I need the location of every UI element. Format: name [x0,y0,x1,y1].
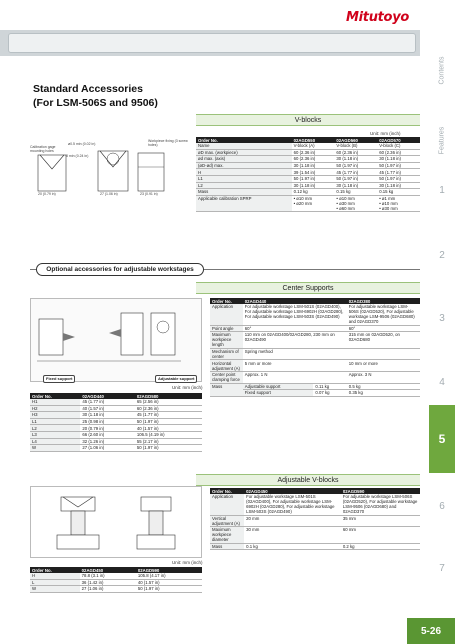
row-label: Vertical adjustment (A) [210,515,244,527]
center-dim-row [30,445,202,452]
cell: 30 (1.18 in) [292,182,335,189]
cell: 50 (1.97 in) [377,175,420,182]
cell: Approx. 1 N [243,371,347,383]
dim-label-1: 8 min (0.24 in) [66,154,89,158]
tab-contents[interactable]: Contents [438,55,446,85]
tab-7[interactable]: 7 [439,562,445,574]
vblocks-row [196,189,420,196]
cell: 0.35 kg [347,390,420,397]
adjustable-mass-row [210,543,420,550]
cell: 50 (1.97 in) [136,586,202,593]
cell: 60° [347,325,420,332]
cell: 0.5 kg [347,383,420,390]
adjustable-dim-row [30,586,202,593]
cell: 20 (0.79 in) [80,425,134,432]
adjustable-dim-table [30,567,202,593]
cell: 50 (1.97 in) [135,445,202,452]
page-number: 5-26 [407,618,455,644]
page-title-line2: (For LSM-506S and 9506) [33,97,158,109]
cell: 55 (2.17 in) [135,438,202,445]
cell: 60 (2.36 in) [292,156,335,163]
cell: 45 (1.77 in) [334,169,377,176]
center-dim-row [30,431,202,438]
cell: For adjustable workstage LSM-506S (02AGD520), For adjustable workstage LSM-9506 (02AGD680) and 02AGD370 [347,304,420,325]
tab-1[interactable]: 1 [439,184,445,196]
adjustable-vblocks-heading: Adjustable V-blocks [196,474,420,486]
cell: 5 mm or more [243,360,347,372]
tab-features[interactable]: Features [438,126,446,154]
center-dim-row [30,425,202,432]
row-label: L2 [196,182,292,189]
center-mechanism-row [210,348,420,360]
vblocks-row [196,149,420,156]
header-cell: 02AGD580 [135,393,202,399]
tab-5-active[interactable]: 5 [429,405,455,473]
cell: 10 mm or more [347,360,420,372]
center-supports-unit: Unit: mm (inch) [172,385,203,390]
center-spec-table [210,298,420,397]
cell: 27 (1.06 in) [80,445,134,452]
adjustable-dim-row [30,579,202,586]
phi-label: ø0.5 min (0.02 in) [68,142,96,146]
header-cell: 02AGD380 [347,298,420,304]
row-label: L [30,579,80,586]
tab-6[interactable]: 6 [439,500,445,512]
header-cell: 02AGD550 [292,137,335,143]
cell: 0.15 kg [377,189,420,196]
vblocks-table [196,137,420,212]
row-label: Application [210,494,244,515]
cell: 30 (1.18 in) [377,182,420,189]
cell: 315 mm on 02AGD520, on 02AGD680 [347,332,420,349]
cell: 0.1 kg [244,543,341,550]
cell: For adjustable workstage LSM-501S (02AGD400), For adjustable workstage LSM-6902H (02AGD280), For adjustable workstage LSM-503S (02AGD490) [244,494,341,515]
cell: 50 (1.97 in) [377,162,420,169]
row-label: L1 [30,418,80,425]
center-point-angle-row [210,325,420,332]
cell: 50 (1.97 in) [292,175,335,182]
row-label: ød max. (axis) [196,156,292,163]
center-dim-row [30,418,202,425]
row-label: Point angle [210,325,243,332]
header-cell: Order No. [30,393,80,399]
adjustable-spec-table [210,488,420,550]
calibration-gage-label: Calibration gage mounting holes [30,145,56,153]
row-label: H1 [30,399,80,405]
cell: 20 mm [244,515,341,527]
adjustable-dim-body [30,573,202,592]
cell: 30 mm [244,527,341,544]
page-title-line1: Standard Accessories [33,83,143,95]
vblocks-row [196,175,420,182]
cell: 105.8 (4.17 in) [136,573,202,579]
cell: 0.11 kg [313,383,346,390]
cell: 60 (2.36 in) [135,405,202,412]
vblocks-diagram [30,137,192,199]
cell: 35 mm [341,515,420,527]
row-label: H [196,169,292,176]
center-mass-adjustable-row [210,383,420,390]
row-label: Maximum workpiece diameter [210,527,244,544]
tab-4[interactable]: 4 [439,376,445,388]
row-label: W [30,445,80,452]
cell: 66 (2.60 in) [80,431,134,438]
row-label: Center point clamping force [210,371,243,383]
adjustable-vblocks-diagram [30,486,202,558]
cell: For adjustable workstage LSM-506S (02AGD520), For adjustable workstage LSM-9506 (02AGD680) and 02AGD370 [341,494,420,515]
cell: 39 (1.54 in) [292,169,335,176]
center-dim-row [30,412,202,419]
center-supports-heading: Center Supports [196,282,420,294]
cell: 40 (1.57 in) [135,425,202,432]
cell: 30 (1.18 in) [334,156,377,163]
fixed-support-label: Fixed support [43,375,75,383]
center-align-row [210,371,420,383]
cell: 40 (1.57 in) [136,579,202,586]
cell: 45 (1.77 in) [377,169,420,176]
cell: 60 (2.36 in) [334,149,377,156]
cell: 30 (1.18 in) [334,182,377,189]
row-label: L1 [196,175,292,182]
vblocks-heading: V-blocks [196,114,420,126]
cell: 0.07 kg [313,390,346,397]
header-cell: 02AGD450 [80,567,136,573]
header-cell: Order No. [210,488,244,494]
vblocks-body [196,143,420,212]
header-band-inner [8,33,416,53]
row-label: Mass [196,189,292,196]
center-dim-row [30,405,202,412]
cell: 30 (1.18 in) [292,162,335,169]
dim-label-4: 23 (0.91 in) [140,192,158,196]
cell: 0.12 kg [292,189,335,196]
cell: • ø10 mm • ø30 mm • ø60 mm [334,195,377,212]
cell: 30 (1.18 in) [80,412,134,419]
row-label: (øD-ød) max. [196,162,292,169]
cell: 65 (2.56 in) [135,399,202,405]
tab-3[interactable]: 3 [439,312,445,324]
cell: Approx. 3 N [347,371,420,383]
center-support-drawing [31,299,203,383]
vblocks-row [196,169,420,176]
row-label: L2 [30,425,80,432]
cell: 60 mm [341,527,420,544]
row-label: H [30,573,80,579]
center-dim-table [30,393,202,452]
adjustable-maxdia-row [210,527,420,544]
cell: 60° [243,325,347,332]
cell: 0.2 kg [341,543,420,550]
cell: V-block (A) [292,143,335,149]
header-cell: 02AGD560 [334,137,377,143]
center-dim-row [30,438,202,445]
header-cell: Order No. [210,298,243,304]
cell: 50 (1.97 in) [334,162,377,169]
optional-heading: Optional accessories for adjustable workstages [36,263,204,276]
adjustable-vblock-drawing [31,487,203,559]
header-cell: 02AGD570 [377,137,420,143]
cell: • ø10 mm • ø20 mm [292,195,335,212]
vblocks-row [196,182,420,189]
cell: 78.8 (3.1 in) [80,573,136,579]
cell: 110 mm on 02AGD400/02AGD280, 230 mm on 02AGD490 [243,332,347,349]
cell: V-block (C) [377,143,420,149]
cell: 106.5 (4.19 in) [135,431,202,438]
adjustable-vblocks-unit: Unit: mm (inch) [172,560,203,565]
adjustable-application-row [210,494,420,515]
row-label: L3 [30,431,80,438]
tab-2[interactable]: 2 [439,249,445,261]
row-label: Mass [210,543,244,550]
sub-label: Adjustable support [243,383,314,390]
cell: • ø1 mm • ø10 mm • ø30 mm [377,195,420,212]
header-cell: 02AGD440 [80,393,134,399]
cell: 27 (1.06 in) [80,586,136,593]
row-label: Maximum workpiece length [210,332,243,349]
header-cell: Order No. [30,567,80,573]
header-cell: 02AGD590 [341,488,420,494]
row-label: H2 [30,405,80,412]
center-dim-body [30,399,202,451]
row-label: Applicable calibration SPRP [196,195,292,212]
cell: 32 (1.26 in) [80,438,134,445]
row-label: L4 [30,438,80,445]
header-cell: 02AGD440 [243,298,347,304]
cell: 50 (1.97 in) [135,418,202,425]
vblocks-row [196,195,420,212]
dim-label-3: 27 (1.06 in) [100,192,118,196]
cell: 50 (1.97 in) [334,175,377,182]
dim-label-2: 20 (0.79 in) [38,192,56,196]
row-label: W [30,586,80,593]
row-label: øD max. (workpiece) [196,149,292,156]
cell: 40 (1.57 in) [80,405,134,412]
adjustable-support-label: Adjustable support [155,375,197,383]
row-label: H3 [30,412,80,419]
cell: 60 (2.36 in) [292,149,335,156]
side-tab-strip [429,0,455,644]
cell: 25 (0.98 in) [80,418,134,425]
center-supports-diagram [30,298,202,382]
brand-logo: Mitutoyo [345,10,409,25]
vblocks-row [196,156,420,163]
page-title [33,82,158,110]
cell: 36 (1.42 in) [80,579,136,586]
vblocks-unit: Unit: mm (inch) [370,131,401,136]
workpiece-fixing-label: Workpiece fixing (3 screw holes) [148,139,188,147]
cell: 45 (1.77 in) [135,412,202,419]
cell: For adjustable workstage LSM-501S (02AGD400), For adjustable workstage LSM-6902H (02AGD280), For adjustable workstage LSM-503S (02AGD490) [243,304,347,325]
cell: 0.15 kg [334,189,377,196]
row-label: Horizontal adjustment (A) [210,360,243,372]
row-label: Name [196,143,292,149]
row-label: Mass [210,383,243,396]
center-horizontal-row [210,360,420,372]
row-label: Application [210,304,243,325]
cell: 45 (1.77 in) [80,399,134,405]
adjustable-vertical-row [210,515,420,527]
row-label: Mechanism of center [210,348,243,360]
center-application-row [210,304,420,325]
header-cell: 02AGD450 [244,488,341,494]
cell: 30 (1.18 in) [377,156,420,163]
center-max-length-row [210,332,420,349]
cell: Spring method [243,348,420,360]
cell: V-block (B) [334,143,377,149]
sub-label: Fixed support [243,390,314,397]
vblocks-row [196,162,420,169]
header-cell: Order No. [196,137,292,143]
cell: 60 (2.36 in) [377,149,420,156]
header-cell: 02AGD590 [136,567,202,573]
